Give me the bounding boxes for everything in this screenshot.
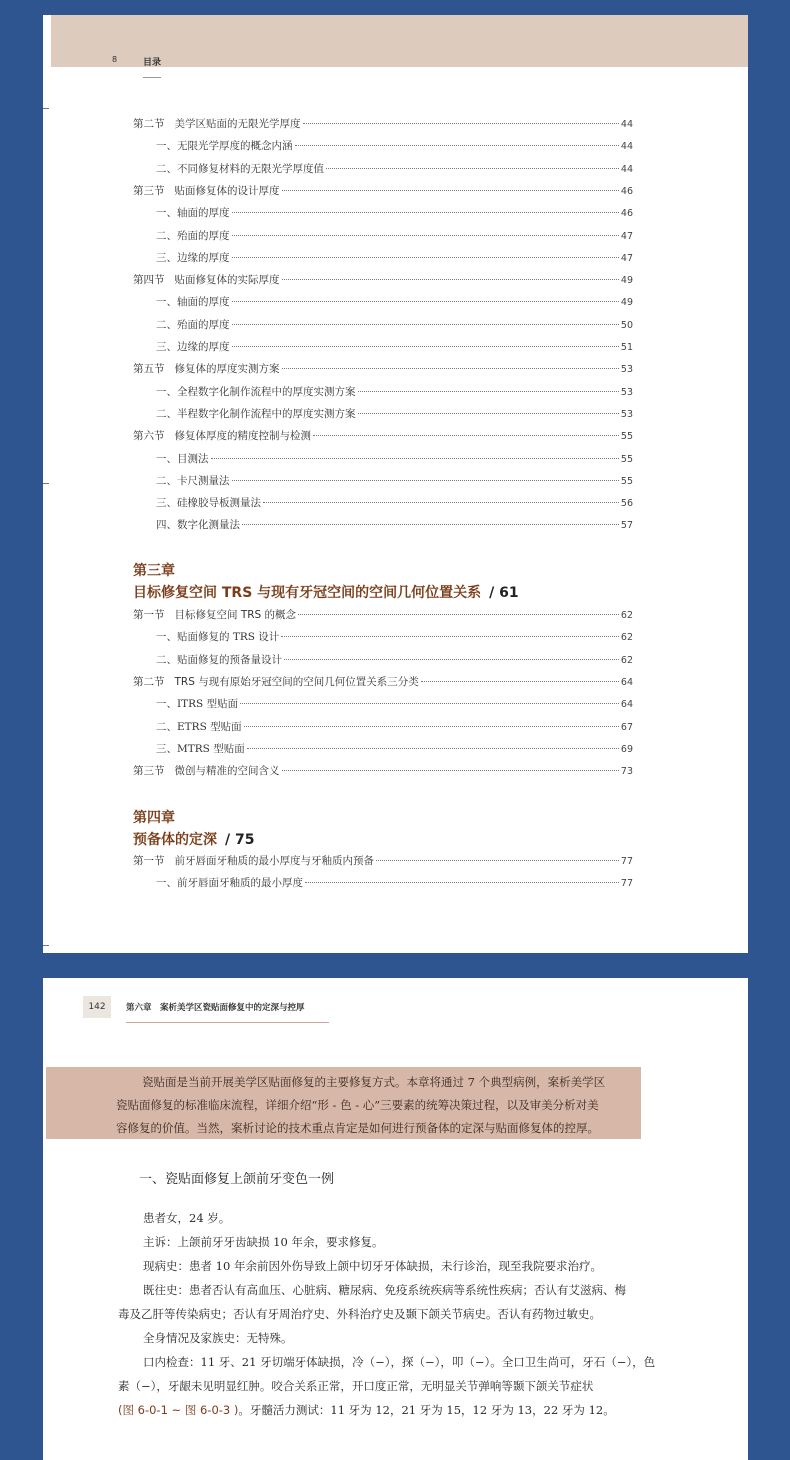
toc-leader-dots (313, 435, 619, 436)
toc-section-entry[interactable] (133, 607, 633, 623)
toc-page-number: 46 (620, 208, 633, 220)
toc-subsection-entry[interactable] (156, 495, 633, 511)
toc-page-number: 44 (620, 141, 633, 153)
toc-page-number: 53 (620, 364, 633, 376)
toc-entry-title: 一、目测法 (156, 452, 209, 465)
chapter-3-title[interactable] (133, 582, 519, 602)
toc-page-number: 69 (620, 743, 633, 755)
toc-leader-dots (232, 346, 619, 347)
body-line: 现病史：患者 10 年余前因外伤导致上颌中切牙牙体缺损，未行诊治，现至我院要求治疗。 (143, 1259, 602, 1273)
chapter-3-title-text: 目标修复空间 TRS 与现有牙冠空间的空间几何位置关系 (133, 585, 482, 601)
toc-page (43, 15, 748, 953)
figure-reference-link[interactable]: (图 6-0-1 ~ 图 6-0-3 ) (118, 1403, 239, 1417)
toc-page-number: 64 (620, 699, 633, 711)
toc-subsection-entry[interactable] (156, 339, 633, 355)
toc-leader-dots (282, 279, 619, 280)
toc-entry-title: 贴面修复体的实际厚度 (174, 274, 280, 287)
toc-subsection-entry[interactable] (156, 406, 633, 422)
toc-leader-dots (284, 659, 619, 660)
crop-mark (43, 945, 49, 946)
body-line: 全身情况及家族史：无特殊。 (143, 1331, 293, 1345)
body-line: 既往史：患者否认有高血压、心脏病、糖尿病、免疫系统疾病等系统性疾病；否认有艾滋病、梅 (143, 1283, 626, 1297)
toc-entry-title: 二、殆面的厚度 (156, 318, 230, 331)
toc-leader-dots (358, 413, 619, 414)
toc-entry-title: 二、ETRS 型贴面 (156, 720, 242, 733)
toc-leader-dots (244, 726, 619, 727)
intro-line: 瓷贴面修复的标准临床流程，详细介绍“形 - 色 - 心”三要素的统筹决策过程，以及审美分析对美 (116, 1098, 599, 1112)
toc-section-entry[interactable] (133, 183, 633, 199)
toc-entry-title: 一、轴面的厚度 (156, 296, 230, 309)
toc-leader-dots (282, 368, 619, 369)
toc-entry-title: 一、轴面的厚度 (156, 207, 230, 220)
toc-entry-title: 二、不同修复材料的无限光学厚度值 (156, 162, 324, 175)
toc-leader-dots (282, 770, 619, 771)
toc-subsection-entry[interactable] (156, 250, 633, 266)
body-line: 患者女，24 岁。 (143, 1211, 231, 1225)
toc-page-number: 53 (620, 386, 633, 398)
chapter-4-title-text: 预备体的定深 (133, 832, 217, 848)
toc-section-entry[interactable] (133, 853, 633, 869)
toc-page-number: 51 (620, 342, 633, 353)
running-title: 目录 (143, 58, 162, 68)
toc-subsection-entry[interactable] (156, 138, 633, 154)
chapter-3-label: 第三章 (133, 563, 175, 579)
toc-section-entry[interactable] (133, 763, 633, 779)
toc-page-number: 49 (620, 275, 633, 287)
toc-subsection-entry[interactable] (156, 205, 633, 221)
title-rule (143, 77, 161, 78)
intro-line: 瓷贴面是当前开展美学区贴面修复的主要修复方式。本章将通过 7 个典型病例，案析美学区 (142, 1075, 606, 1089)
toc-subsection-entry[interactable] (156, 875, 633, 891)
toc-leader-dots (358, 391, 619, 392)
toc-page-number: 44 (620, 163, 633, 175)
toc-entry-title: 目标修复空间 TRS 的概念 (174, 609, 297, 621)
toc-leader-dots (232, 235, 619, 236)
toc-page-number: 56 (620, 498, 633, 510)
toc-section-number: 第二节 (133, 118, 165, 130)
body-line: 口内检查：11 牙、21 牙切端牙体缺损，冷（−），探（−），叩（−）。全口卫生尚可，牙石（−），色 (143, 1355, 656, 1369)
toc-section-entry[interactable] (133, 428, 633, 444)
toc-leader-dots (242, 524, 619, 525)
toc-leader-dots (305, 882, 619, 883)
toc-leader-dots (232, 257, 619, 258)
toc-page-number: 55 (620, 431, 633, 443)
chapter-4-page: / 75 (225, 832, 255, 848)
intro-line: 容修复的价值。当然，案析讨论的技术重点肯定是如何进行预备体的定深与贴面修复体的控厚。 (116, 1121, 599, 1135)
toc-leader-dots (232, 212, 619, 213)
toc-entry-title: TRS 与现有原始牙冠空间的空间几何位置关系三分类 (174, 675, 419, 688)
toc-leader-dots (298, 614, 619, 615)
toc-entry-title: 三、边缘的厚度 (156, 341, 230, 353)
toc-section-number: 第四节 (133, 274, 165, 287)
toc-leader-dots (281, 636, 619, 637)
body-line: 主诉：上颌前牙牙齿缺损 10 年余，要求修复。 (143, 1235, 384, 1249)
body-line: 毒及乙肝等传染病史；否认有牙周治疗史、外科治疗史及颞下颌关节病史。否认有药物过敏史。 (118, 1307, 601, 1321)
toc-page-number: 47 (620, 252, 633, 264)
toc-leader-dots (295, 145, 619, 146)
toc-page-number: 55 (620, 475, 633, 487)
toc-section-number: 第三节 (133, 765, 165, 778)
toc-entry-title: 美学区贴面的无限光学厚度 (174, 118, 301, 130)
toc-entry-title: 三、硅橡胶导板测量法 (156, 497, 261, 510)
toc-page-number: 50 (620, 319, 633, 331)
toc-entry-title: 四、数字化测量法 (156, 519, 240, 532)
toc-page-number: 57 (620, 520, 633, 532)
toc-entry-title: 一、ITRS 型贴面 (156, 698, 239, 711)
toc-entry-title: 二、贴面修复的预备量设计 (156, 653, 282, 666)
page-number: 8 (112, 55, 118, 64)
toc-section-entry[interactable] (133, 116, 633, 132)
toc-section-number: 第一节 (133, 855, 165, 867)
body-page (43, 978, 748, 1460)
toc-page-number: 46 (620, 185, 633, 197)
toc-leader-dots (232, 480, 619, 481)
toc-page-number: 55 (620, 453, 633, 465)
toc-entry-title: 二、殆面的厚度 (156, 229, 230, 242)
title-rule (126, 1022, 329, 1023)
toc-leader-dots (263, 502, 619, 503)
toc-page-number: 53 (620, 408, 633, 420)
toc-leader-dots (232, 301, 619, 302)
toc-page-number: 62 (620, 654, 633, 666)
toc-page-number: 47 (620, 230, 633, 242)
toc-entry-title: 一、无限光学厚度的概念内涵 (156, 140, 293, 153)
toc-leader-dots (240, 703, 619, 704)
toc-subsection-entry[interactable] (156, 228, 633, 244)
toc-leader-dots (421, 681, 619, 682)
body-line-rest: 。牙髓活力测试：11 牙为 12，21 牙为 15，12 牙为 13，22 牙为 12。 (238, 1403, 615, 1417)
toc-entry-title: 贴面修复体的设计厚度 (174, 184, 280, 197)
toc-leader-dots (232, 324, 619, 325)
chapter-4-label: 第四章 (133, 810, 175, 826)
toc-page-number: 77 (620, 878, 633, 890)
toc-entry-title: 修复体厚度的精度控制与检测 (174, 430, 311, 443)
toc-entry-title: 一、前牙唇面牙釉质的最小厚度 (156, 877, 303, 890)
toc-page-number: 62 (620, 632, 633, 644)
toc-section-number: 第六节 (133, 430, 165, 443)
toc-section-entry[interactable] (133, 272, 633, 288)
toc-leader-dots (376, 860, 619, 861)
toc-page-number: 73 (620, 766, 633, 778)
toc-subsection-entry[interactable] (156, 161, 633, 177)
toc-section-number: 第一节 (133, 609, 165, 621)
toc-page-number: 44 (620, 119, 633, 130)
toc-subsection-entry[interactable] (156, 652, 633, 668)
toc-leader-dots (303, 123, 619, 124)
toc-section-number: 第二节 (133, 675, 165, 688)
toc-subsection-entry[interactable] (156, 629, 633, 645)
toc-page-number: 77 (620, 856, 633, 867)
toc-entry-title: 前牙唇面牙釉质的最小厚度与牙釉质内预备 (174, 855, 374, 867)
toc-entry-title: 一、贴面修复的 TRS 设计 (156, 631, 280, 644)
toc-subsection-entry[interactable] (156, 294, 633, 310)
chapter-3-page: / 61 (489, 585, 519, 601)
toc-subsection-entry[interactable] (156, 741, 633, 757)
toc-section-entry[interactable] (133, 361, 633, 377)
toc-subsection-entry[interactable] (156, 517, 633, 533)
toc-page-number: 49 (620, 297, 633, 309)
page-number: 142 (83, 996, 111, 1018)
body-line (118, 1400, 615, 1420)
toc-section-number: 第五节 (133, 363, 165, 376)
toc-entry-title: 修复体的厚度实测方案 (174, 363, 280, 376)
toc-page-number: 62 (620, 610, 633, 621)
crop-mark (43, 483, 49, 484)
toc-page-number: 64 (620, 676, 633, 688)
toc-entry-title: 三、边缘的厚度 (156, 251, 230, 264)
toc-section-number: 第三节 (133, 184, 165, 197)
toc-subsection-entry[interactable] (156, 384, 633, 400)
body-line: 素（−），牙龈未见明显红肿。咬合关系正常，开口度正常，无明显关节弹响等颞下颌关节症状 (118, 1379, 594, 1393)
toc-leader-dots (282, 190, 619, 191)
toc-entry-title: 二、半程数字化制作流程中的厚度实测方案 (156, 407, 356, 420)
toc-subsection-entry[interactable] (156, 719, 633, 735)
chapter-4-title[interactable] (133, 829, 254, 849)
toc-section-entry[interactable] (133, 674, 633, 690)
running-title: 第六章 案析美学区瓷贴面修复中的定深与控厚 (126, 1003, 305, 1013)
toc-entry-title: 微创与精准的空间含义 (174, 765, 280, 778)
toc-page-number: 67 (620, 721, 633, 733)
toc-subsection-entry[interactable] (156, 451, 633, 467)
toc-entry-title: 三、MTRS 型贴面 (156, 742, 245, 755)
chapter-intro (46, 1067, 641, 1139)
toc-entry-title: 一、全程数字化制作流程中的厚度实测方案 (156, 385, 356, 398)
toc-subsection-entry[interactable] (156, 696, 633, 712)
crop-mark (43, 108, 49, 109)
toc-subsection-entry[interactable] (156, 473, 633, 489)
toc-leader-dots (247, 748, 619, 749)
toc-entry-title: 二、卡尺测量法 (156, 474, 230, 487)
case-heading: 一、瓷贴面修复上颌前牙变色一例 (139, 1172, 335, 1187)
toc-leader-dots (326, 168, 619, 169)
toc-leader-dots (211, 458, 619, 459)
toc-subsection-entry[interactable] (156, 317, 633, 333)
